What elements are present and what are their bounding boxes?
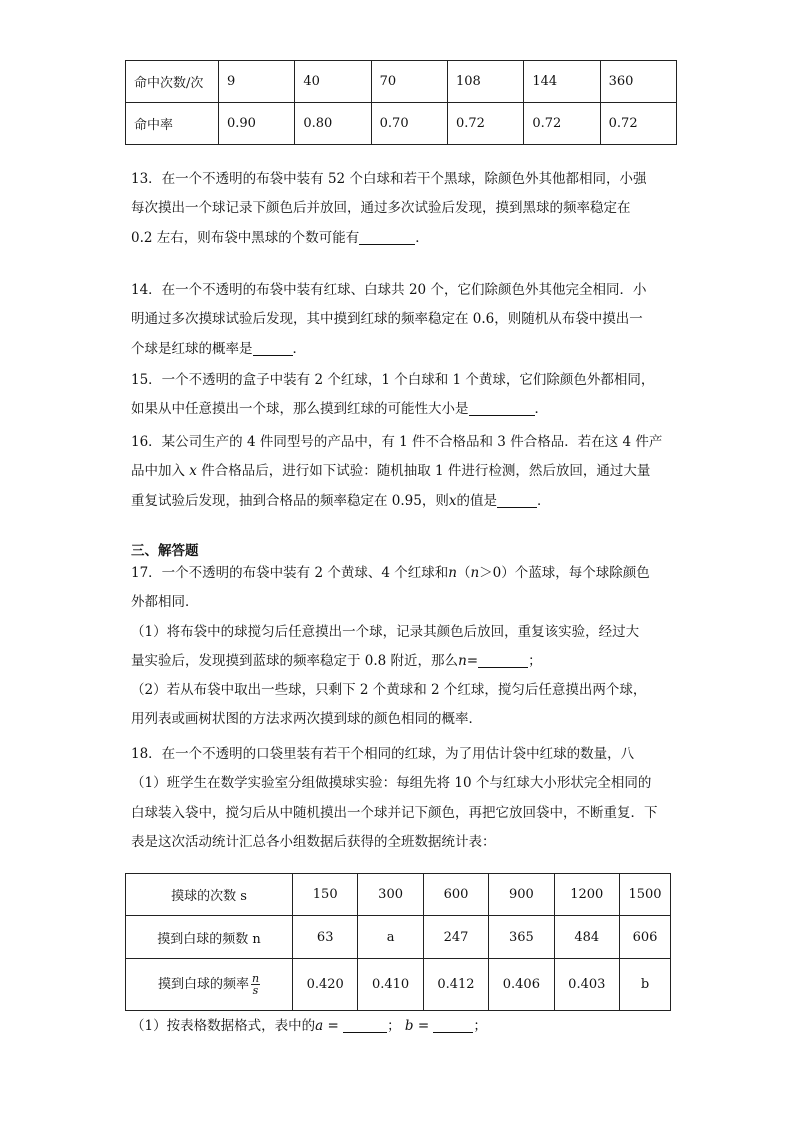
table-cell: 1200 — [554, 874, 619, 916]
q16-line-2-rest: 件合格品后，进行如下试验：随机抽取 1 件进行检测，然后放回，通过大量 — [201, 463, 651, 480]
row-label: 命中次数/次 — [126, 61, 219, 103]
answer-blank[interactable] — [469, 401, 535, 416]
table-cell: 0.72 — [600, 103, 676, 145]
table-cell: 0.72 — [447, 103, 523, 145]
table-cell: 600 — [423, 874, 488, 916]
q17-line-2: 外都相同． — [131, 594, 199, 611]
shooting-table — [125, 60, 677, 145]
row-label-text: 摸到白球的频率 — [157, 977, 249, 992]
q13-line-1: 13．在一个不透明的布袋中装有 52 个白球和若干个黑球，除颜色外其他都相同，小强 — [131, 171, 647, 187]
question-17 — [131, 559, 691, 735]
q13-line-2: 每次摸出一个球记录下颜色后并放回，通过多次试验后发现，摸到黑球的频率稳定在 — [131, 200, 631, 217]
q18-line-2: （1）班学生在数学实验室分组做摸球实验：每组先将 10 个与红球大小形状完全相同的 — [131, 775, 652, 792]
answer-blank[interactable] — [478, 653, 528, 668]
q16-line-1: 16．某公司生产的 4 件同型号的产品中，有 1 件不合格品和 3 件合格品．若在这 4 件产 — [131, 434, 663, 450]
question-14 — [131, 276, 691, 364]
table-cell: 484 — [554, 916, 619, 959]
q16-line-3: 重复试验后发现，抽到合格品的频率稳定在 0.95，则 — [131, 492, 449, 509]
table-cell: 0.406 — [489, 959, 554, 1011]
q18-line-1: 18．在一个不透明的口袋里装有若干个相同的红球，为了用估计袋中红球的数量，八 — [131, 746, 635, 762]
table-cell: 0.403 — [554, 959, 619, 1011]
table-cell: 150 — [293, 874, 358, 916]
q18-part-1-text: （1）按表格数据格式，表中的 — [131, 1018, 316, 1034]
table-cell: 365 — [489, 916, 554, 959]
table-row — [126, 61, 677, 103]
q18-line-3: 白球装入袋中，搅匀后从中随机摸出一个球并记下颜色，再把它放回袋中，不断重复．下 — [131, 804, 658, 821]
variable-n: n — [470, 565, 480, 581]
question-15 — [131, 366, 691, 425]
question-18-part-1 — [131, 1012, 691, 1041]
q14-line-1: 14．在一个不透明的布袋中装有红球、白球共 20 个，它们除颜色外其他完全相同．小 — [131, 282, 647, 298]
answer-blank[interactable] — [359, 230, 415, 245]
table-cell: 0.410 — [358, 959, 423, 1011]
table-cell: 0.90 — [219, 103, 295, 145]
table-cell: 300 — [358, 874, 423, 916]
q16-line-2: 品中加入 — [131, 463, 185, 480]
table-cell: 606 — [620, 916, 671, 959]
q13-line-3: 0.2 左右，则布袋中黑球的个数可能有 — [131, 229, 360, 246]
answer-blank[interactable] — [253, 341, 293, 356]
q17-part-1-line-2: 量实验后，发现摸到蓝球的频率稳定于 0.8 附近，那么 — [131, 652, 459, 669]
table-cell: 0.72 — [524, 103, 600, 145]
answer-blank-a[interactable] — [343, 1018, 387, 1033]
equals: = — [466, 652, 479, 669]
q17-line-1-rest: ＞0）个蓝球，每个球除颜色 — [479, 565, 650, 581]
table-cell: 0.412 — [423, 959, 488, 1011]
variable-a: a — [315, 1018, 324, 1034]
q17-part-2-line-2: 用列表或画树状图的方法求两次摸到球的颜色相同的概率． — [131, 711, 482, 728]
punctuation: ； — [387, 1018, 401, 1034]
table-cell: 900 — [489, 874, 554, 916]
section-heading: 三、解答题 — [131, 543, 199, 559]
answer-blank-b[interactable] — [433, 1018, 473, 1033]
ball-drawing-table — [125, 873, 671, 1011]
punctuation: ． — [292, 340, 306, 357]
fraction-numerator: n — [251, 972, 260, 985]
punctuation: ． — [536, 492, 551, 509]
table-cell: a — [358, 916, 423, 959]
fraction-n-over-s — [251, 973, 260, 996]
equals: = — [417, 1018, 430, 1034]
table-cell: 70 — [371, 61, 447, 103]
punctuation: ． — [534, 401, 548, 418]
question-13 — [131, 165, 691, 253]
table-cell: 247 — [423, 916, 488, 959]
q17-part-2-line-1: （2）若从布袋中取出一些球，只剩下 2 个黄球和 2 个红球，搅匀后任意摸出两个球， — [131, 682, 647, 699]
table-cell: 0.80 — [295, 103, 371, 145]
equals: = — [327, 1018, 339, 1034]
table-cell: 0.70 — [371, 103, 447, 145]
question-18 — [131, 740, 691, 857]
table-cell: 0.420 — [293, 959, 358, 1011]
q17-part-1-line-1: （1）将布袋中的球搅匀后任意摸出一个球，记录其颜色后放回，重复该实验，经过大 — [131, 623, 640, 640]
fraction-denominator: s — [252, 984, 259, 997]
table-row — [126, 916, 671, 959]
table-row — [126, 874, 671, 916]
punctuation: ． — [415, 229, 429, 246]
table-cell: 40 — [295, 61, 371, 103]
punctuation: ； — [473, 1018, 487, 1034]
q16-line-3-rest: 的值是 — [456, 492, 497, 509]
answer-blank[interactable] — [497, 493, 537, 508]
table-cell: 108 — [447, 61, 523, 103]
variable-x: x — [448, 492, 457, 509]
variable-b: b — [404, 1018, 414, 1034]
row-label: 摸到白球的频数 n — [126, 916, 293, 959]
q15-line-2: 如果从中任意摸出一个球，那么摸到红球的可能性大小是 — [131, 401, 469, 418]
table-cell: 9 — [219, 61, 295, 103]
question-16 — [131, 428, 691, 516]
punctuation: ； — [528, 652, 542, 669]
q15-line-1: 15．一个不透明的盒子中装有 2 个红球，1 个白球和 1 个黄球，它们除颜色外都相同， — [131, 372, 655, 388]
q17-line-1: 17．一个不透明的布袋中装有 2 个黄球、4 个红球和 — [131, 565, 449, 581]
table-cell: 360 — [600, 61, 676, 103]
q14-line-2: 明通过多次摸球试验后发现，其中摸到红球的频率稳定在 0.6，则随机从布袋中摸出一 — [131, 311, 643, 328]
table-row — [126, 959, 671, 1011]
table-cell: 1500 — [620, 874, 671, 916]
row-label — [126, 959, 293, 1011]
table-cell: b — [620, 959, 671, 1011]
table-cell: 144 — [524, 61, 600, 103]
paren: （ — [456, 565, 471, 581]
variable-n: n — [448, 565, 457, 581]
table-row — [126, 103, 677, 145]
q18-line-4: 表是这次活动统计汇总各小组数据后获得的全班数据统计表： — [131, 833, 496, 850]
row-label: 摸球的次数 s — [126, 874, 293, 916]
row-label: 命中率 — [126, 103, 219, 145]
variable-x: x — [189, 463, 197, 480]
table-cell: 63 — [293, 916, 358, 959]
q14-line-3: 个球是红球的概率是 — [131, 340, 253, 357]
variable-n: n — [458, 652, 467, 669]
